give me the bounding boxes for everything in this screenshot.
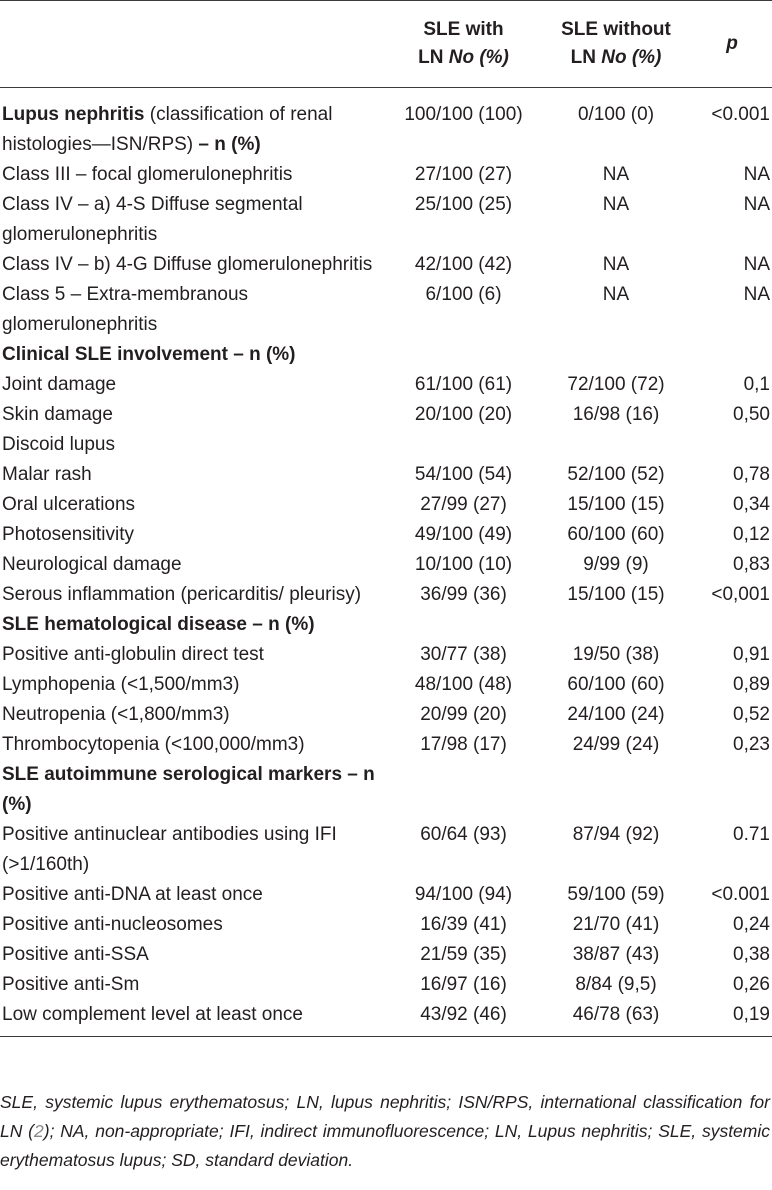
table-row [0,820,772,880]
row-label: Class IV – a) 4-S Diffuse segmental glomerulonephritis [2,194,303,245]
cell-sle-with-ln: 30/77 (38) [420,644,507,665]
cell-sle-without-ln: 15/100 (15) [567,494,665,515]
row-label: Skin damage [2,404,113,425]
row-label: Positive anti-DNA at least once [2,884,263,905]
table-row [0,490,772,520]
cell-sle-with-ln: 6/100 (6) [425,284,502,305]
table-row [0,460,772,490]
cell-p-value: 0,12 [733,524,770,545]
section-heading: Clinical SLE involvement – n (%) [2,344,296,365]
section-row [0,340,772,370]
cell-sle-with-ln: 94/100 (94) [414,884,513,905]
row-label: Neurological damage [2,554,182,575]
cell-sle-without-ln: NA [602,164,630,185]
cell-sle-without-ln: NA [602,284,630,305]
cell-sle-with-ln: 36/99 (36) [420,584,507,605]
table-row [0,580,772,610]
section-row [0,610,772,640]
cell-p-value: NA [743,254,770,275]
cell-sle-without-ln: 8/84 (9,5) [575,974,657,995]
cell-sle-without-ln: 38/87 (43) [572,944,660,965]
cell-p-value: 0,52 [733,704,770,725]
reference-link[interactable]: 2 [34,1121,44,1141]
cell-sle-with-ln: 61/100 (61) [414,374,513,395]
cell-p-value: 0,1 [743,374,770,395]
cell-sle-with-ln: 60/64 (93) [420,824,507,845]
cell-sle-with-ln: 17/98 (17) [420,734,507,755]
row-label: Positive anti-nucleosomes [2,914,223,935]
table-row [0,430,772,460]
cell-sle-without-ln: 16/98 (16) [572,404,660,425]
cell-sle-with-ln: 20/99 (20) [420,704,507,725]
cell-sle-without-ln: NA [602,194,630,215]
cell-sle-without-ln: 60/100 (60) [567,674,665,695]
cell-sle-with-ln: 10/100 (10) [414,554,513,575]
cell-sle-without-ln: 9/99 (9) [583,554,649,575]
header-p-value: p [726,33,738,54]
cell-sle-without-ln: 60/100 (60) [567,524,665,545]
cell-sle-without-ln: 21/70 (41) [572,914,660,935]
table-row [0,160,772,190]
cell-p-value: 0,23 [733,734,770,755]
cell-sle-with-ln: 16/97 (16) [420,974,507,995]
cell-p-value: 0,89 [733,674,770,695]
cell-sle-without-ln [540,430,692,460]
section-heading: SLE autoimmune serological markers – n (%) [2,764,375,815]
cell-p-value: <0.001 [711,884,770,905]
row-label: Class III – focal glomerulonephritis [2,164,293,185]
cell-p-value: 0,91 [733,644,770,665]
table-row [0,940,772,970]
table-row [0,400,772,430]
table-body [0,88,772,1037]
section-row [0,760,772,820]
section-heading: SLE hematological disease – n (%) [2,614,315,635]
header-sle-with-ln: SLE with LN No (%) [418,19,509,68]
table-row [0,730,772,760]
cell-sle-with-ln: 43/92 (46) [420,1004,507,1025]
cell-p-value: <0,001 [711,584,770,605]
cell-sle-with-ln: 42/100 (42) [414,254,513,275]
table-row [0,190,772,250]
cell-p-value [692,430,772,460]
cell-p-value: 0,83 [733,554,770,575]
cell-p-value: 0,24 [733,914,770,935]
table-row [0,520,772,550]
row-label: Class 5 – Extra-membranous glomerulonephritis [2,284,249,335]
cell-sle-with-ln: 27/99 (27) [420,494,507,515]
cell-p-value: 0,78 [733,464,770,485]
row-label: Oral ulcerations [2,494,136,515]
cell-sle-without-ln: NA [602,254,630,275]
cell-sle-without-ln: 46/78 (63) [572,1004,660,1025]
table-row [0,910,772,940]
cell-sle-without-ln: 87/94 (92) [572,824,660,845]
table-row [0,250,772,280]
cell-sle-with-ln: 25/100 (25) [414,194,513,215]
row-label: Positive anti-SSA [2,944,149,965]
table-row [0,88,772,161]
cell-sle-with-ln: 48/100 (48) [414,674,513,695]
cell-sle-without-ln: 52/100 (52) [567,464,665,485]
row-label: Class IV – b) 4-G Diffuse glomerulonephritis [2,254,373,275]
cell-p-value: NA [743,284,770,305]
cell-sle-with-ln: 20/100 (20) [414,404,513,425]
row-label: Malar rash [2,464,92,485]
table-row [0,970,772,1000]
cell-sle-without-ln: 0/100 (0) [577,104,655,125]
row-label: Serous inflammation (pericarditis/ pleurisy) [2,584,362,605]
cell-p-value: 0,19 [733,1004,770,1025]
table-row [0,640,772,670]
cell-p-value: 0,34 [733,494,770,515]
header-empty [0,1,387,88]
row-label: Neutropenia (<1,800/mm3) [2,704,230,725]
table-row [0,370,772,400]
cell-p-value: NA [743,194,770,215]
cell-sle-with-ln: 21/59 (35) [420,944,507,965]
table-row [0,1000,772,1037]
row-label: Lymphopenia (<1,500/mm3) [2,674,240,695]
row-label: Joint damage [2,374,117,395]
row-label: Thrombocytopenia (<100,000/mm3) [2,734,305,755]
header-sle-without-ln: SLE without LN No (%) [561,19,671,68]
row-label: Positive anti-Sm [2,974,140,995]
table-row [0,880,772,910]
table-row [0,700,772,730]
table-header [0,1,772,88]
cell-sle-with-ln: 16/39 (41) [420,914,507,935]
table-row [0,670,772,700]
row-label: Positive antinuclear antibodies using IFI (>1/160th) [2,824,337,875]
row-label: Discoid lupus [2,434,115,455]
cell-sle-without-ln: 24/100 (24) [567,704,665,725]
row-label: Positive anti-globulin direct test [2,644,264,665]
cell-sle-without-ln: 19/50 (38) [572,644,660,665]
row-label: Low complement level at least once [2,1004,303,1025]
cell-sle-with-ln [387,430,540,460]
row-label: Photosensitivity [2,524,135,545]
cell-sle-without-ln: 59/100 (59) [567,884,665,905]
cell-p-value: 0,38 [733,944,770,965]
cell-sle-with-ln: 54/100 (54) [414,464,513,485]
cell-sle-without-ln: 72/100 (72) [567,374,665,395]
cell-sle-with-ln: 27/100 (27) [414,164,513,185]
row-label: Lupus nephritis (classification of renal histologies—ISN/RPS) – n (%) [2,104,333,155]
table-row [0,280,772,340]
cell-sle-without-ln: 15/100 (15) [567,584,665,605]
cell-sle-with-ln: 49/100 (49) [414,524,513,545]
table-row [0,550,772,580]
cell-p-value: 0.71 [733,824,770,845]
header-row [0,1,772,88]
cell-p-value: 0,26 [733,974,770,995]
cell-sle-with-ln: 100/100 (100) [404,104,523,125]
cell-sle-without-ln: 24/99 (24) [572,734,660,755]
cell-p-value: <0.001 [711,104,770,125]
cell-p-value: NA [743,164,770,185]
cell-p-value: 0,50 [733,404,770,425]
table-footnote: SLE, systemic lupus erythematosus; LN, lupus nephritis; ISN/RPS, international classification for LN (2); NA, non-appropriate; IFI, indirect immunofluorescence; LN, Lupus nephritis; SLE, systemic erythematosus lupus; SD, standard deviation. [0,1092,771,1170]
